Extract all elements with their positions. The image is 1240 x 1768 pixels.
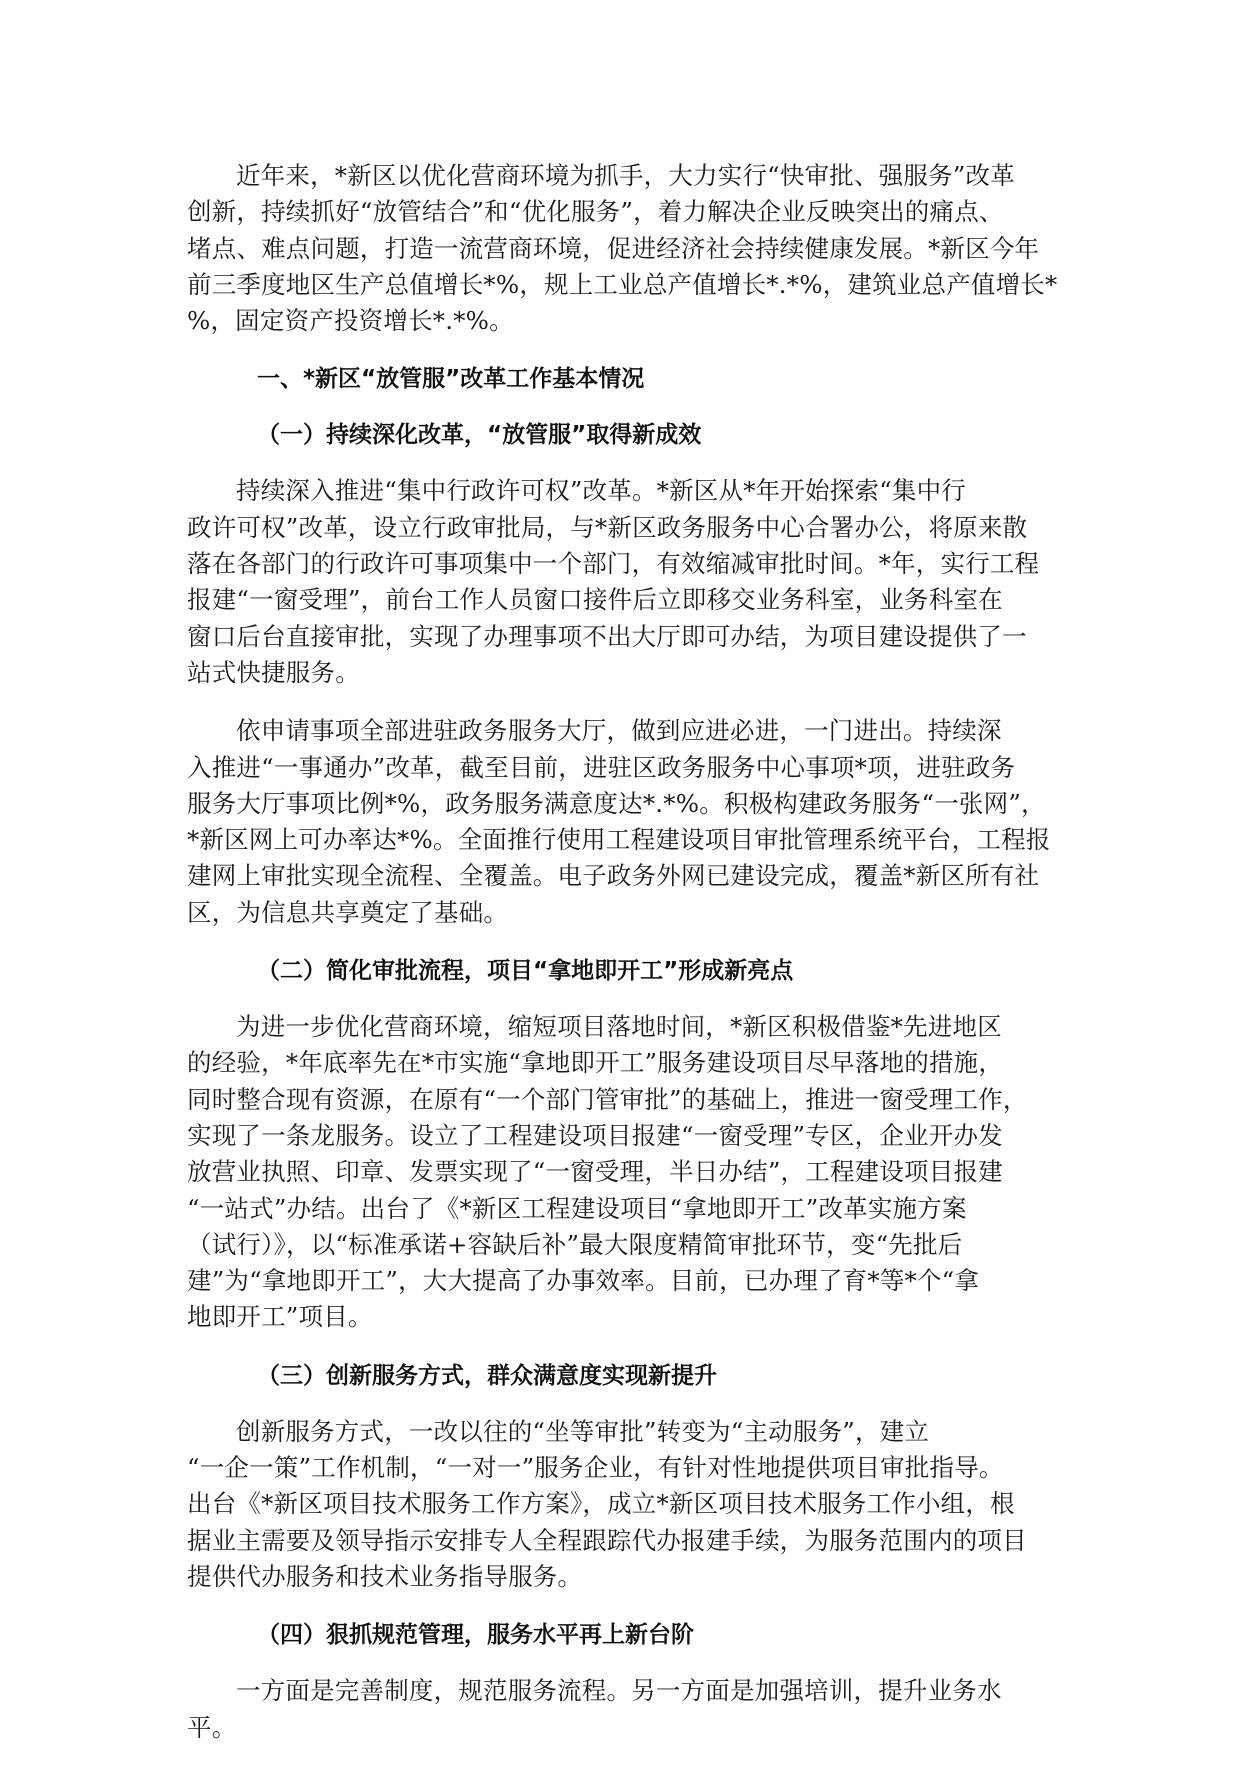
text-line: *新区网上可办率达*%。全面推行使用工程建设项目审批管理系统平台，工程报: [187, 825, 1051, 855]
paragraph-standardized-management: [187, 1673, 1053, 1746]
paragraph-intro: [187, 158, 1058, 339]
text-line: 同时整合现有资源，在原有“一个部门管审批”的基础上，推进一窗受理工作，: [187, 1084, 1028, 1114]
text-line: “一站式”办结。出台了《*新区工程建设项目“拿地即开工”改革实施方案: [187, 1193, 967, 1223]
text-line: 的经验，*年底率先在*市实施“拿地即开工”服务建设项目尽早落地的措施，: [187, 1048, 1004, 1078]
subsection-heading-3: （三）创新服务方式，群众满意度实现新提升: [257, 1362, 717, 1389]
text-line: 服务大厅事项比例*%，政务服务满意度达*.*%。积极构建政务服务“一张网”，: [187, 788, 1046, 818]
text-line: 窗口后台直接审批，实现了办理事项不出大厅即可办结，为项目建设提供了一: [187, 621, 1027, 651]
text-line: （试行）》，以“标准承诺+容缺后补”最大限度精简审批环节，变“先批后: [187, 1229, 963, 1259]
text-line: 创新，持续抓好“放管结合”和“优化服务”，着力解决企业反映突出的痛点、: [187, 197, 1004, 227]
document-body: [187, 158, 1058, 1768]
text-line: 地即开工”项目。: [187, 1302, 373, 1332]
section-heading-1: 一、*新区“放管服”改革工作基本情况: [257, 366, 645, 393]
text-line: 前三季度地区生产总值增长*%，规上工业总产值增长*.*%，建筑业总产值增长*: [187, 269, 1058, 299]
text-line: 区，为信息共享奠定了基础。: [187, 897, 509, 927]
text-line: 建网上审批实现全流程、全覆盖。电子政务外网已建设完成，覆盖*新区所有社: [187, 861, 1040, 891]
text-line: 平。: [187, 1712, 237, 1742]
text-line: 入推进“一事通办”改革，截至目前，进驻区政务服务中心事项*项，进驻政务: [187, 752, 1016, 782]
text-line: %，固定资产投资增长*.*%。: [187, 306, 514, 336]
text-line: 放营业执照、印章、发票实现了“一窗受理，半日办结”，工程建设项目报建: [187, 1157, 1003, 1187]
text-line: 落在各部门的行政许可事项集中一个部门，有效缩减审批时间。*年，实行工程: [187, 549, 1040, 579]
paragraph-centralized-licensing: [187, 473, 1053, 691]
paragraph-service-hall: [187, 713, 1053, 931]
text-line: 创新服务方式，一改以往的“坐等审批”转变为“主动服务”，建立: [236, 1416, 930, 1446]
text-line: 站式快捷服务。: [187, 657, 360, 687]
text-line: 出台《*新区项目技术服务工作方案》，成立*新区项目技术服务工作小组，根: [187, 1489, 1015, 1519]
text-line: 依申请事项全部进驻政务服务大厅，做到应进必进，一门进出。持续深: [236, 716, 1002, 746]
text-line: 为进一步优化营商环境，缩短项目落地时间，*新区积极借鉴*先进地区: [236, 1012, 1002, 1042]
text-line: 建”为“拿地即开工”，大大提高了办事效率。目前，已办理了育*等*个“拿: [187, 1266, 980, 1296]
text-line: 政许可权”改革，设立行政审批局，与*新区政务服务中心合署办公，将原来散: [187, 512, 1028, 542]
paragraph-land-to-construction: [187, 1009, 1053, 1336]
paragraph-service-innovation: [187, 1414, 1053, 1595]
text-line: 提供代办服务和技术业务指导服务。: [187, 1561, 583, 1591]
subsection-heading-2: （二）简化审批流程，项目“拿地即开工”形成新亮点: [257, 958, 794, 985]
text-line: 报建“一窗受理”，前台工作人员窗口接件后立即移交业务科室，业务科室在: [187, 585, 1003, 615]
subsection-heading-1: （一）持续深化改革，“放管服”取得新成效: [257, 422, 702, 449]
text-line: 近年来，*新区以优化营商环境为抓手，大力实行“快审批、强服务”改革: [236, 161, 1015, 190]
text-line: 一方面是完善制度，规范服务流程。另一方面是加强培训，提升业务水: [236, 1676, 1002, 1706]
text-line: 据业主需要及领导指示安排专人全程跟踪代办报建手续，为服务范围内的项目: [187, 1525, 1027, 1555]
text-line: 持续深入推进“集中行政许可权”改革。*新区从*年开始探索“集中行: [236, 476, 966, 506]
subsection-heading-4: （四）狠抓规范管理，服务水平再上新台阶: [257, 1622, 694, 1649]
text-line: 堵点、难点问题，打造一流营商环境，促进经济社会持续健康发展。*新区今年: [187, 233, 1040, 263]
text-line: 实现了一条龙服务。设立了工程建设项目报建“一窗受理”专区，企业开办发: [187, 1120, 1003, 1150]
text-line: “一企一策”工作机制，“一对一”服务企业，有针对性地提供项目审批指导。: [187, 1453, 1004, 1483]
